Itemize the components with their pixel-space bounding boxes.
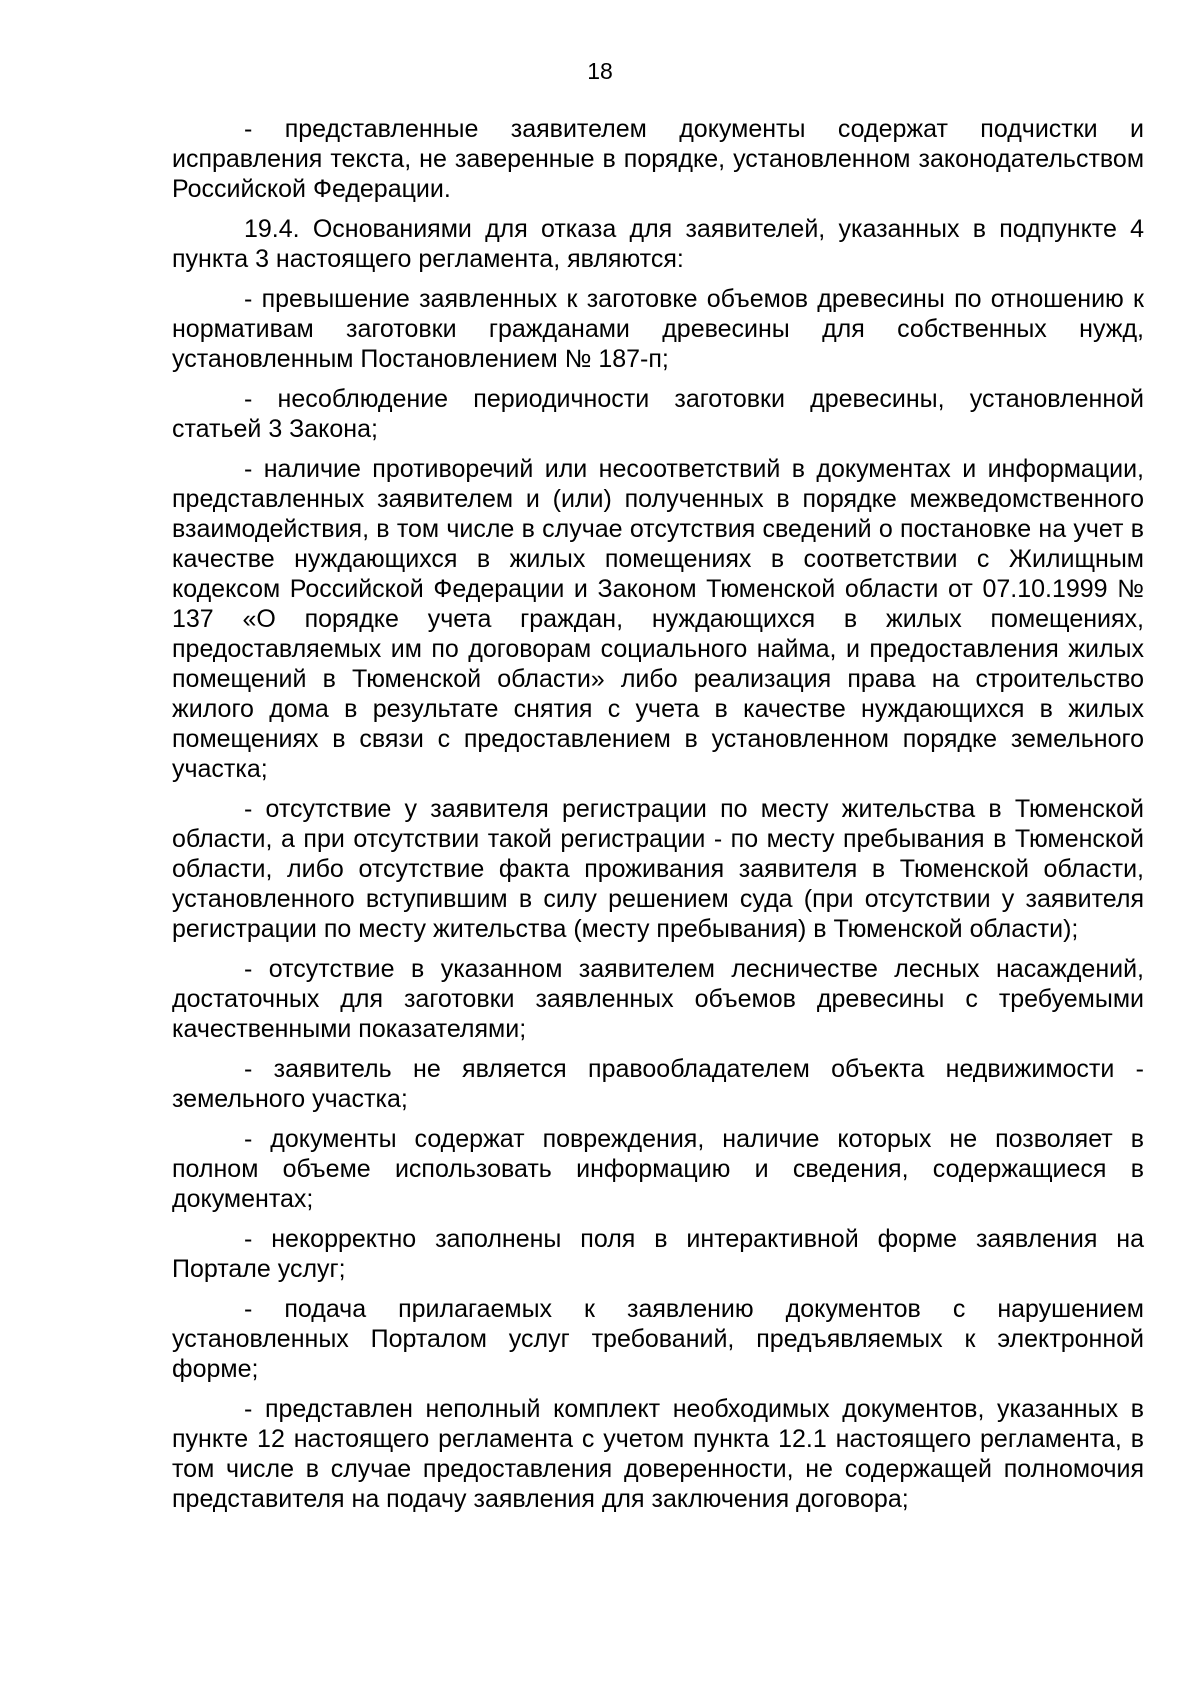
paragraph-electronic-form-requirements: - подача прилагаемых к заявлению документов с нарушением установленных Порталом услуг требований, предъявляемых к электронной форме; bbox=[172, 1295, 1144, 1383]
paragraph-contradictions: - наличие противоречий или несоответствий в документах и информации, представленных заявителем и (или) полученных в порядке межведомственного взаимодействия, в том числе в случае отсутствия сведений о постановке на учет в качестве нуждающихся в жилых помещениях в соответствии с Жилищным кодексом Российской Федерации и Законом Тюменской области от 07.10.1999 № 137 «О порядке учета граждан, нуждающихся в жилых помещениях, предоставляемых им по договорам социального найма, и предоставления жилых помещений в Тюменской области» либо реализация права на строительство жилого дома в результате снятия с учета в качестве нуждающихся в жилых помещениях в связи с предоставлением в установленном порядке земельного участка; bbox=[172, 455, 1144, 783]
paragraph-forest-stands: - отсутствие в указанном заявителем лесничестве лесных насаждений, достаточных для заготовки заявленных объемов древесины с требуемыми качественными показателями; bbox=[172, 955, 1144, 1043]
paragraph-19-4-heading: 19.4. Основаниями для отказа для заявителей, указанных в подпункте 4 пункта 3 настоящего регламента, являются: bbox=[172, 215, 1144, 273]
paragraph-damaged-documents: - документы содержат повреждения, наличие которых не позволяет в полном объеме использовать информацию и сведения, содержащиеся в документах; bbox=[172, 1125, 1144, 1213]
document-body bbox=[172, 114, 1144, 1524]
paragraph-excess-volume: - превышение заявленных к заготовке объемов древесины по отношению к нормативам заготовки гражданами древесины для собственных нужд, установленным Постановлением № 187-п; bbox=[172, 285, 1144, 373]
paragraph-incomplete-set: - представлен неполный комплект необходимых документов, указанных в пункте 12 настоящего регламента с учетом пункта 12.1 настоящего регламента, в том числе в случае предоставления доверенности, не содержащей полномочия представителя на подачу заявления для заключения договора; bbox=[172, 1395, 1144, 1513]
paragraph-correction-defects: - представленные заявителем документы содержат подчистки и исправления текста, не заверенные в порядке, установленном законодательством Российской Федерации. bbox=[172, 115, 1144, 203]
page-number: 18 bbox=[587, 58, 613, 84]
paragraph-periodicity: - несоблюдение периодичности заготовки древесины, установленной статьей 3 Закона; bbox=[172, 385, 1144, 443]
paragraph-registration: - отсутствие у заявителя регистрации по месту жительства в Тюменской области, а при отсутствии такой регистрации - по месту пребывания в Тюменской области, либо отсутствие факта проживания заявителя в Тюменской области, установленного вступившим в силу решением суда (при отсутствии у заявителя регистрации по месту жительства (месту пребывания) в Тюменской области); bbox=[172, 795, 1144, 943]
paragraph-not-owner: - заявитель не является правообладателем объекта недвижимости - земельного участка; bbox=[172, 1055, 1144, 1113]
paragraph-portal-form-fields: - некорректно заполнены поля в интерактивной форме заявления на Портале услуг; bbox=[172, 1225, 1144, 1283]
